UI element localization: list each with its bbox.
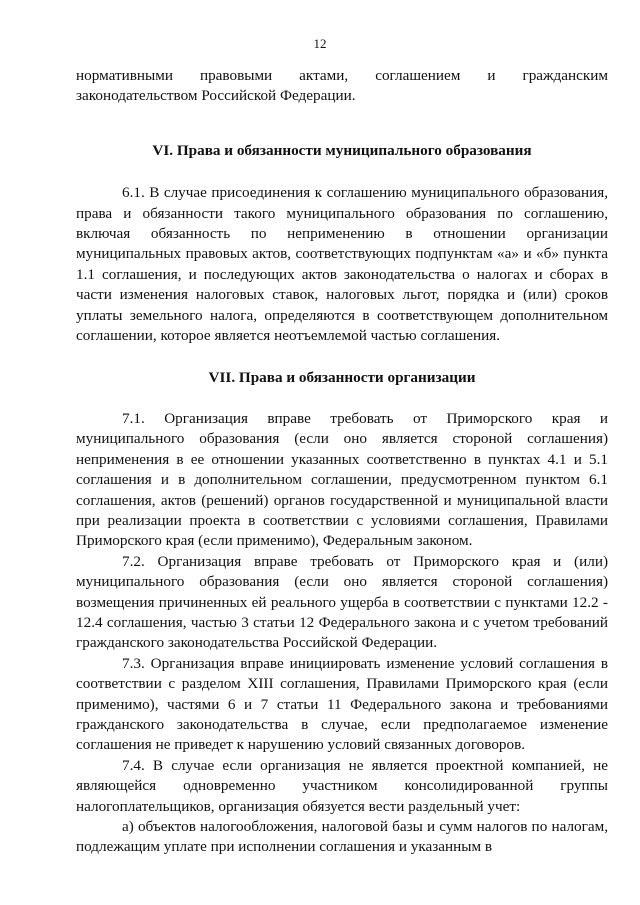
page-number: 12 [313,36,327,51]
paragraph-7-1: 7.1. Организация вправе требовать от Приморского края и муниципального образования (если оно является стороной соглашения) неприменения в ее отношении указанных соответственно в пунктах 4.1 и 5.1 соглашения и в дополнительном соглашении, предусмотренном пунктом 6.1 соглашения, актов (решений) органов государственной и муниципальной власти при реализации проекта в соответствии с условиями соглашения, Правилами Приморского края (если применимо), Федеральным законом. [76,409,608,550]
paragraph-7-3: 7.3. Организация вправе инициировать изменение условий соглашения в соответствии с разделом XIII соглашения, Правилами Приморского края (если применимо), частями 6 и 7 статьи 11 Федерального закона и требованиями гражданского законодательства в случае, если предполагаемое изменение соглашения не приведет к нарушению условий связанных договоров. [76,654,608,754]
intro-paragraph: нормативными правовыми актами, соглашением и гражданским законодательством Российской Федерации. [76,67,608,105]
paragraph-7-4-a: а) объектов налогообложения, налоговой базы и сумм налогов по налогам, подлежащим уплате при исполнении соглашения и указанным в [76,818,608,856]
paragraph-7-4: 7.4. В случае если организация не является проектной компанией, не являющейся одновременно участником консолидированной группы налогоплательщиков, организация обязуется вести раздельный учет: [76,756,608,815]
section-7-heading: VII. Права и обязанности организации [208,369,476,387]
paragraph-7-2: 7.2. Организация вправе требовать от Приморского края и (или) муниципального образования (если оно является стороной соглашения) возмещения причиненных ей реального ущерба в соответствии с пунктами 12.2 - 12.4 соглашения, частью 3 статьи 12 Федерального закона и с учетом требований гражданского законодательства Российской Федерации. [76,552,608,652]
paragraph-6-1: 6.1. В случае присоединения к соглашению муниципального образования, права и обязанности такого муниципального образования по соглашению, включая обязанность по неприменению в отношении организации муниципальных правовых актов, соответствующих подпунктам «а» и «б» пункта 1.1 соглашения, и последующих актов законодательства о налогах и сборах в части изменения налоговых ставок, налоговых льгот, порядка и (или) сроков уплаты земельного налога, определяются в соответствующем дополнительном соглашении, которое является неотъемлемой частью соглашения. [76,184,608,345]
page-content [76,66,608,858]
section-6-heading: VI. Права и обязанности муниципального образования [152,141,532,159]
